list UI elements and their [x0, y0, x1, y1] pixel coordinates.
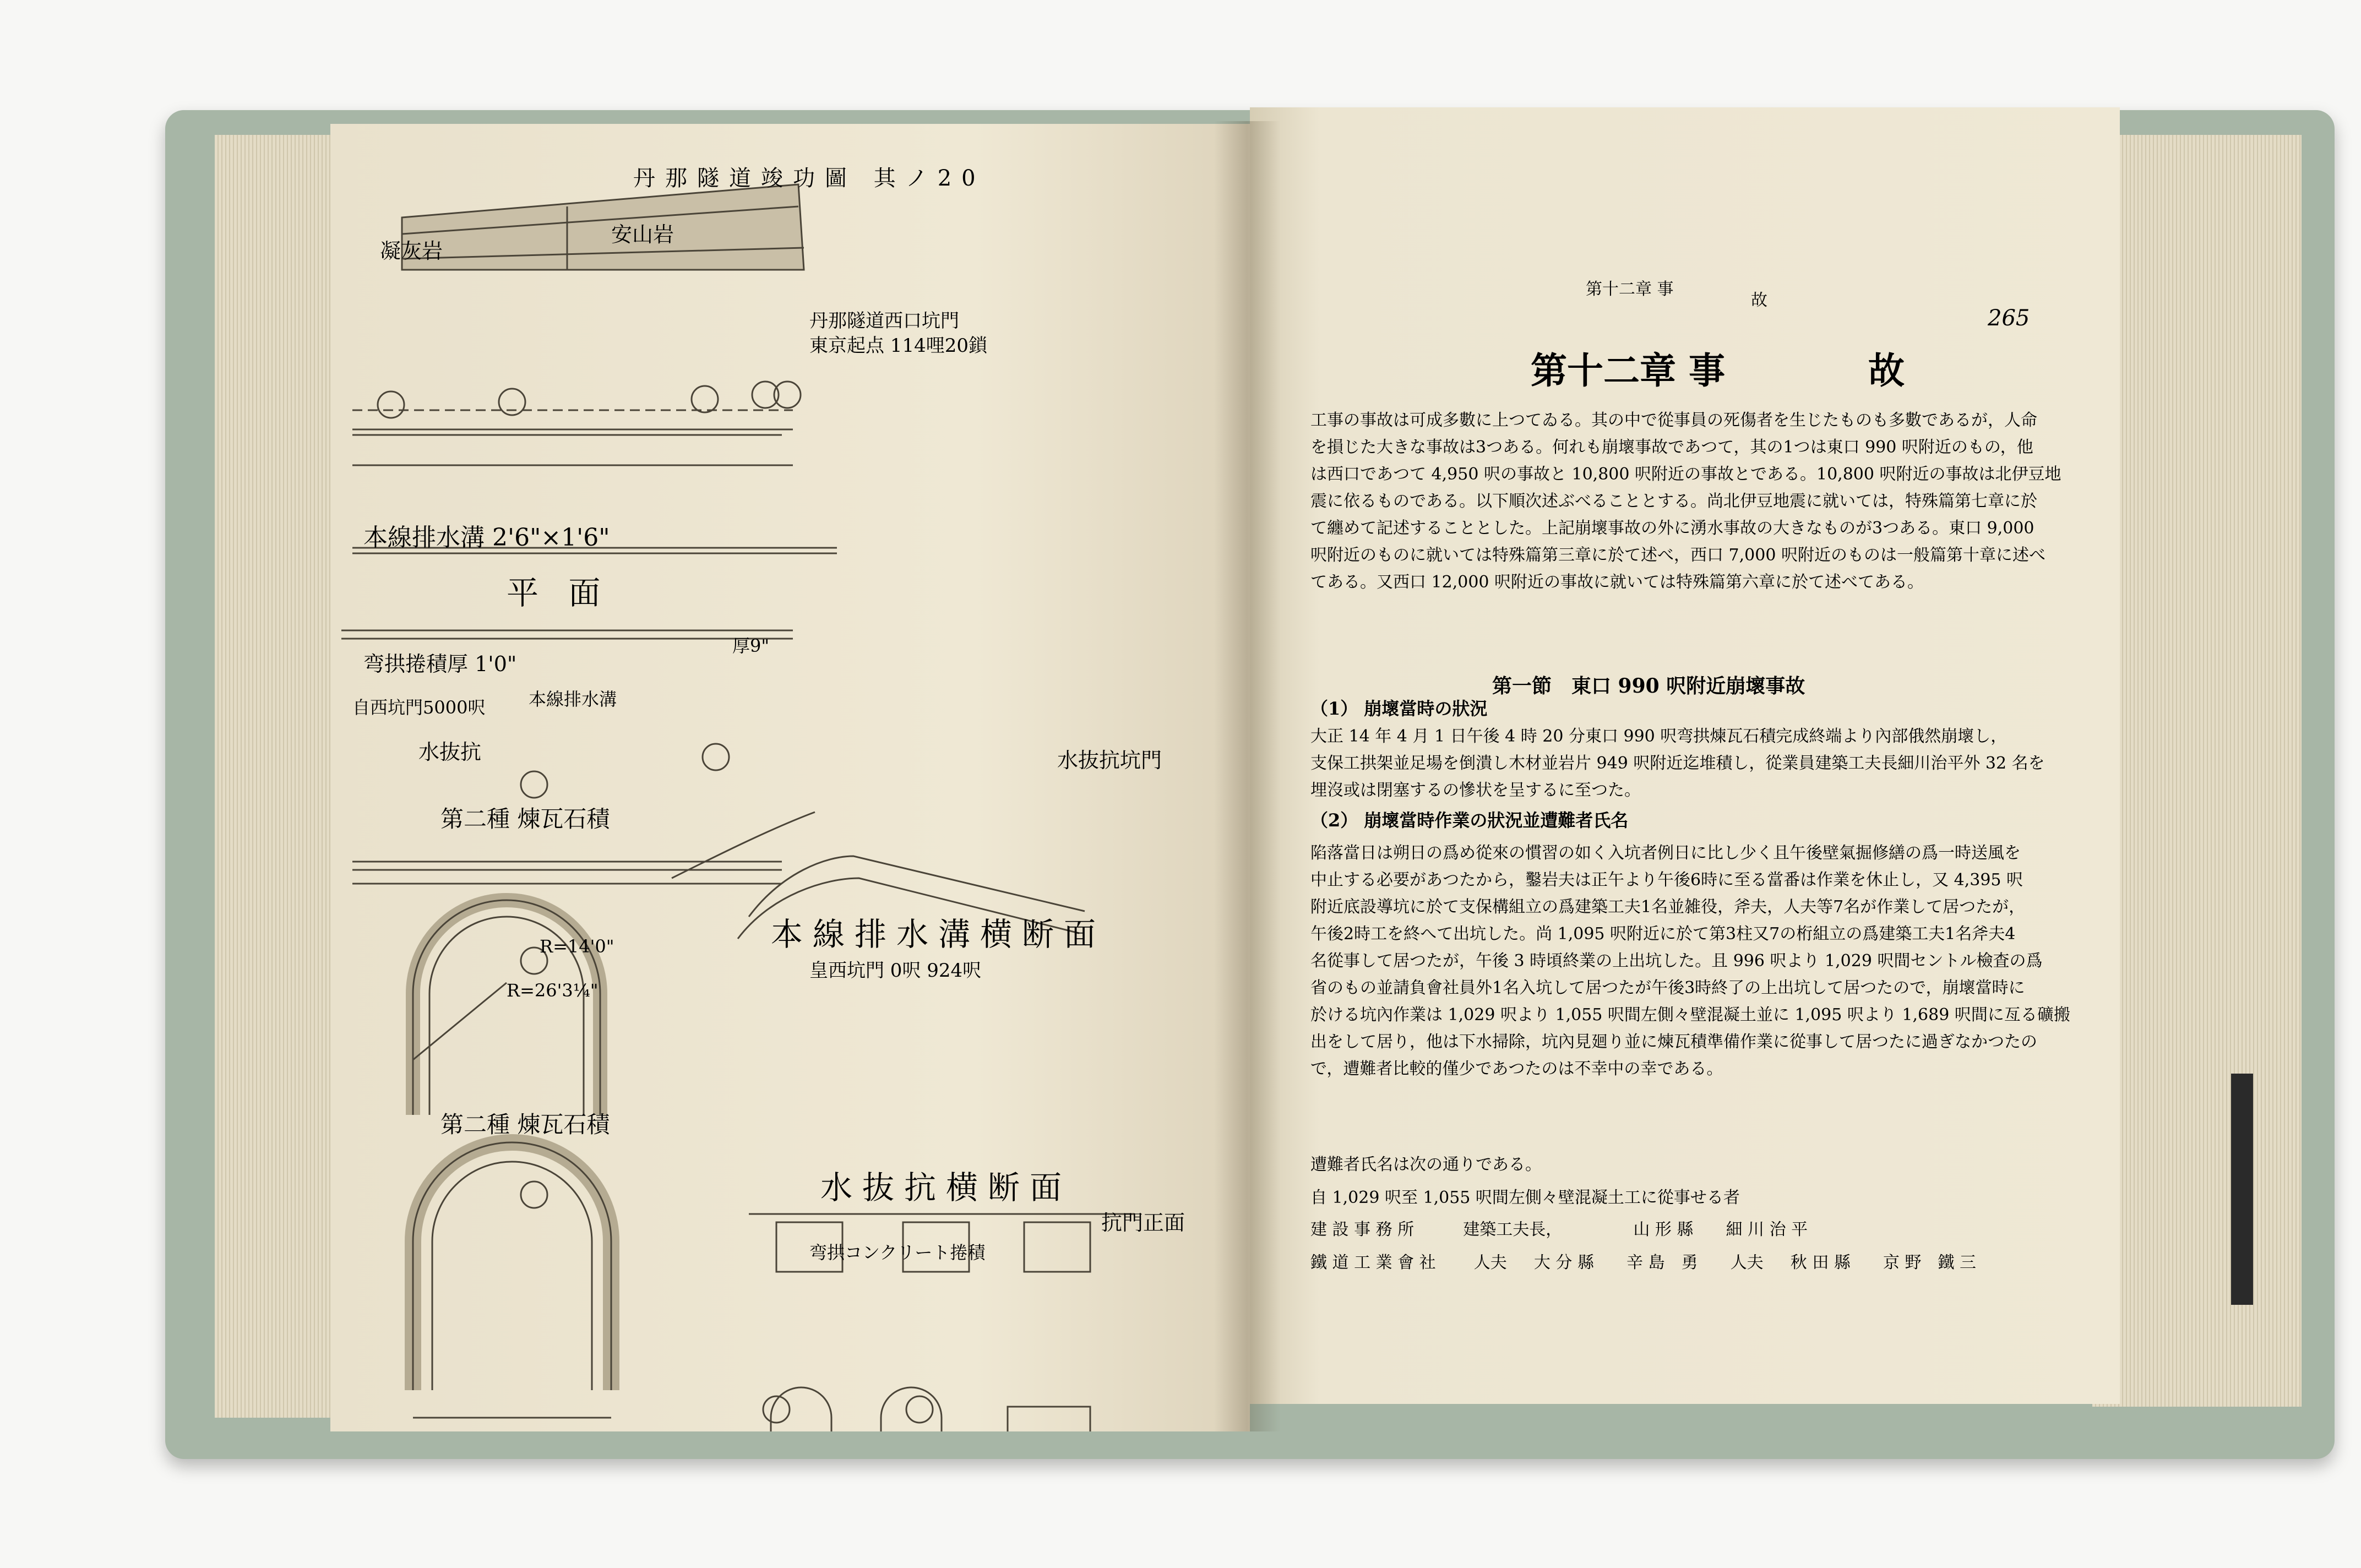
drawing-label: R=26'3¼" [507, 980, 599, 1001]
prefecture: 大 分 縣 [1533, 1253, 1594, 1272]
book-gutter-shadow [1214, 121, 1280, 1431]
role: 人夫 [1473, 1253, 1507, 1272]
drawing-label: 本線排水溝 2'6"×1'6" [363, 524, 610, 552]
paragraph-line: 附近底設導坑に於て支保構組立の爲建築工夫1名並雑役，斧夫，人夫等7名が作業して居つたが， [1310, 897, 2026, 917]
paragraph-line: 大正 14 年 4 月 1 日午後 4 時 20 分東口 990 呎弯拱煉瓦石積完成終端より內部俄然崩壞し， [1310, 727, 2008, 746]
running-head: 第十二章 事 [1586, 280, 1674, 299]
paragraph-line: は西口であつて 4,950 呎の事故と 10,800 呎附近の事故とである。10,800 呎附近の事故は北伊豆地 [1310, 465, 2061, 484]
person-name: 辛 島 勇 [1626, 1253, 1698, 1272]
index-tab [2231, 1074, 2253, 1305]
page-edges-right [2092, 135, 2302, 1407]
drawing-label: 水抜抗 [418, 740, 482, 764]
plan-heading: 平 面 [507, 574, 611, 612]
drawing-label: 皇西坑門 0呎 924呎 [809, 960, 982, 982]
drawing-label: 安山岩 [611, 222, 674, 247]
paragraph-line: 支保工拱架並足場を倒潰し木材並岩片 949 呎附近迄堆積し，從業員建築工夫長細川治平外 32 名を [1310, 754, 2045, 773]
paragraph-line: 呎附近のものに就いては特殊篇第三章に於て述べ，西口 7,000 呎附近のものは一般篇第十章に述べ [1310, 546, 2046, 565]
prefecture: 秋 田 縣 [1790, 1253, 1851, 1272]
drawing-title: 丹那隧道竣功圖 其ノ20 [633, 166, 986, 191]
paragraph-line: 中止する必要があつたから，鑿岩夫は正午より午後6時に至る當番は作業を休止し，又 4,395 呎 [1310, 870, 2023, 890]
drawing-label: 厚9" [732, 635, 770, 656]
drain-section-heading: 本線排水溝横断面 [771, 916, 1106, 953]
role: 建築工夫長， [1463, 1220, 1563, 1239]
person-name: 京 野 鐵 三 [1883, 1253, 1977, 1272]
prefecture: 山 形 縣 [1633, 1220, 1694, 1239]
role: 人夫 [1730, 1253, 1764, 1272]
paragraph-line: 出をして居り，他は下水掃除，坑內見廻り並に煉瓦積準備作業に從事して居つたに過ぎなかつたの [1310, 1032, 2037, 1052]
victim-row [1310, 1216, 1808, 1240]
paragraph-line: を損じた大きな事故は3つある。何れも崩壞事故であつて，其の1つは東口 990 呎附近のもの，他 [1310, 438, 2033, 457]
paragraph-line: 陷落當日は朔日の爲め從來の慣習の如く入坑者例日に比し少く且午後壁氣掘修繕の爲一時送風を [1310, 843, 2021, 863]
paragraph-line: 省のもの並請負會社員外1名入坑して居つたが午後3時終了の上出坑して居つたので，崩壞當時に [1310, 978, 2025, 998]
drawing-label: 丹那隧道西口坑門 [809, 310, 959, 332]
paragraph-line: 埋沒或は閉塞するの慘状を呈するに至つた。 [1310, 781, 1641, 800]
organization: 鐵 道 工 業 會 社 [1310, 1253, 1436, 1272]
drawing-label: 凝灰岩 [380, 239, 443, 263]
drawing-label: 自西坑門5000呎 [352, 697, 486, 718]
subsection-heading: （2） 崩壞當時作業の狀況並遭難者氏名 [1310, 810, 1629, 831]
paragraph-line: 工事の事故は可成多數に上つてゐる。其の中で從事員の死傷者を生じたものも多數であるが，人命 [1310, 411, 2037, 430]
running-head-2: 故 [1751, 291, 1767, 310]
drawing-label: 抗門正面 [1101, 1211, 1185, 1235]
paragraph-line: てある。又西口 12,000 呎附近の事故に就いては特殊篇第六章に於て述べてある。 [1310, 573, 1924, 592]
drawing-label: 東京起点 114哩20鎖 [809, 335, 987, 357]
names-range: 自 1,029 呎至 1,055 呎間左側々壁混凝土工に從事せる者 [1310, 1188, 1740, 1207]
paragraph-line: て纏めて記述することとした。上記崩壞事故の外に湧水事故の大きなものが3つある。東口 9,000 [1310, 519, 2034, 538]
paragraph-line: 午後2時工を終へて出坑した。尚 1,095 呎附近に於て第3柱又7の桁組立の爲建築工夫1名斧夫4 [1310, 924, 2016, 944]
person-name: 細 川 治 平 [1726, 1220, 1808, 1239]
section-title: 第一節 東口 990 呎附近崩壞事故 [1492, 674, 1805, 698]
subsection-heading: （1） 崩壞當時の狀況 [1310, 698, 1488, 719]
drawing-label: R=14'0" [540, 936, 614, 957]
drawing-label: 水抜抗坑門 [1057, 748, 1162, 772]
paragraph-line: で，遭難者比較的僅少であつたのは不幸中の幸である。 [1310, 1059, 1723, 1079]
drawing-label: 弯拱コンクリート捲積 [809, 1242, 986, 1263]
paragraph-line: 於ける坑內作業は 1,029 呎より 1,055 呎間左側々壁混凝土並に 1,095 呎より 1,689 呎間に亙る礦搬 [1310, 1005, 2070, 1025]
drain-tunnel-section-heading: 水抜抗横断面 [820, 1169, 1072, 1206]
chapter-title: 第十二章 事 故 [1531, 349, 1905, 392]
victim-row [1310, 1249, 1976, 1273]
drawing-label: 第二種 煉瓦石積 [440, 805, 610, 832]
paragraph-line: 名從事して居つたが，午後 3 時頃終業の上出坑した。且 996 呎より 1,029 呎間セントル檢査の爲 [1310, 951, 2043, 971]
page-number: 265 [1988, 306, 2030, 331]
drawing-label: 本線排水溝 [529, 689, 617, 710]
paragraph-line: 震に依るものである。以下順次述ぶべることとする。尚北伊豆地震に就いては，特殊篇第七章に於 [1310, 492, 2037, 511]
drawing-label: 弯拱捲積厚 1'0" [363, 652, 517, 676]
drawing-label: 第二種 煉瓦石積 [440, 1111, 610, 1138]
organization: 建 設 事 務 所 [1310, 1220, 1415, 1239]
names-intro: 遭難者氏名は次の通りである。 [1310, 1155, 1542, 1174]
